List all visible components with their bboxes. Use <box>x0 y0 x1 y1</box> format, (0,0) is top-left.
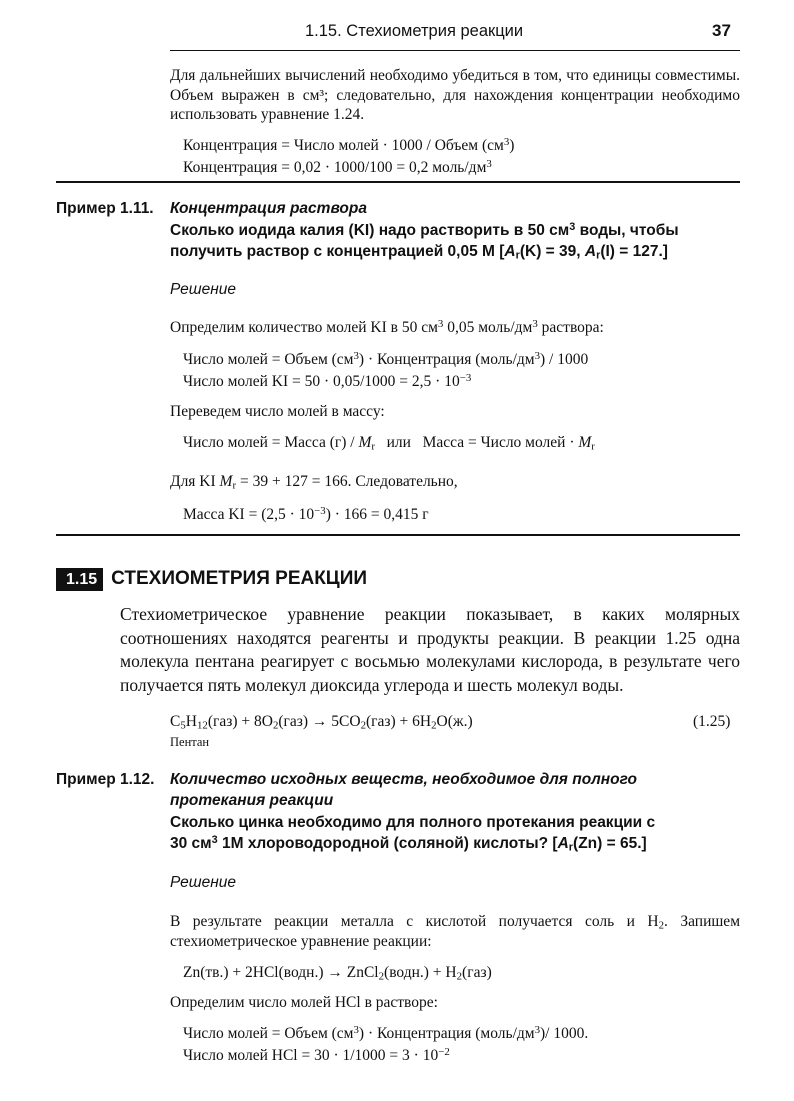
section-paragraph: Стехиометрическое уравнение реакции показывает, в каких молярных соотношениях находятся реагенты и продукты реакции. В реакции 1.25 одна молекула пентана реагирует с восьмью молекулами кислорода, в результате чего получается пять молекул диоксида углерода и шесть молекул воды. <box>120 604 740 695</box>
example-1-12-title-line-1: Количество исходных веществ, необходимое для полного <box>170 771 637 788</box>
section-equation-number: (1.25) <box>693 713 731 730</box>
example-1-12-eq-1: Zn(тв.) + 2HCl(водн.) → ZnCl$_2$(водн.) + $H_2(газ)$ <box>183 964 492 983</box>
example-1-12-text-1: В результате реакции металла с кислотой получается соль и $H_2$. Запишем стехиометрическое уравнение реакции: <box>170 913 740 950</box>
example-1-12-eq-3: Число молей HCl = $30 \cdot 1/1000 = 3 \cdot 10^{-2}$ <box>183 1046 450 1064</box>
example-1-12-eq-2: Число молей = Объем $(см^3)$ · Концентрация $(моль/дм^3)/$ 1000. <box>183 1024 589 1042</box>
example-1-11-eq-4: Масса KI = $(2,5 \cdot 10^{-3}) \cdot 166 = 0,415$ г <box>183 505 429 523</box>
example-1-12-task-line-1: Сколько цинка необходимо для полного протекания реакции с <box>170 814 656 831</box>
page-number: 37 <box>712 21 731 40</box>
example-1-12-task-line-2: 30 $см^3$ 1М хлороводородной (соляной) кислоты? $[A_r(Zn) = 65.]$ <box>170 834 647 854</box>
example-1-12-label: Пример 1.12. <box>56 771 155 788</box>
example-1-11-eq-3: Число молей = Масса $(г) / M_r$ или Масса = Число молей · $M_r$ <box>183 434 595 453</box>
intro-equation-1: Концентрация = Число молей · 1000 / Объем $(см^3)$ <box>183 136 515 154</box>
example-1-12-task <box>170 812 745 854</box>
example-1-12-title-line-2: протекания реакции <box>170 792 334 809</box>
section-equation-caption: Пентан <box>170 735 210 749</box>
example-1-11-eq-1: Число молей = Объем $(см^3)$ · Концентрация $(моль/дм^3) / 1000$ <box>183 350 589 368</box>
example-1-11-text-3: Для KI $M_r = 39 + 127 = 166$. Следовательно, <box>170 473 458 492</box>
example-1-11-bottom-rule <box>56 534 740 536</box>
section-title: СТЕХИОМЕТРИЯ РЕАКЦИИ <box>111 568 368 589</box>
example-1-12-text-2: Определим число молей HCl в растворе: <box>170 994 438 1011</box>
example-1-11-solution-label: Решение <box>170 281 237 298</box>
example-1-11-top-rule <box>56 181 740 183</box>
example-1-11-task-line-2: получить раствор с концентрацией 0,05 М [$A_r(K) = 39$, $A_r(I) = 127$.] <box>170 243 668 262</box>
example-1-11-label: Пример 1.11. <box>56 200 154 217</box>
header-rule <box>170 50 740 51</box>
example-1-11-title: Концентрация раствора <box>170 200 367 217</box>
section-heading <box>56 568 367 590</box>
intro-paragraph: Для дальнейших вычислений необходимо убедиться в том, что единицы совместимы. Объем выражен в см³; следовательно, для нахождения концентрации необходимо использовать уравнение 1.24. <box>170 67 740 123</box>
example-1-11-eq-2: Число молей KI = $50 \cdot 0,05/1000 = 2,5 \cdot 10^{-3}$ <box>183 372 472 390</box>
header-title: 1.15. Стехиометрия реакции <box>305 22 524 40</box>
running-header <box>0 22 794 46</box>
example-1-12-solution-label: Решение <box>170 874 237 891</box>
section-number: 1.15 <box>56 568 103 591</box>
intro-equation-2: Концентрация = 0,02 · 1000/100 = 0,2 моль/$дм^3$ <box>183 158 492 176</box>
section-equation: $C_5H_{12}(газ) + 8O_2(газ) \to 5CO_2(газ) + 6H_2O(ж.)$ <box>170 713 473 732</box>
example-1-11-task-line-1: Сколько иодида калия (KI) надо растворить в 50 $см^3$ воды, чтобы <box>170 221 679 239</box>
example-1-11-text-1: Определим количество молей KI в 50 $см^3$ 0,05 моль/$дм^3$ раствора: <box>170 318 604 336</box>
example-1-11-task <box>170 220 745 262</box>
example-1-11-text-2: Переведем число молей в массу: <box>170 403 385 420</box>
